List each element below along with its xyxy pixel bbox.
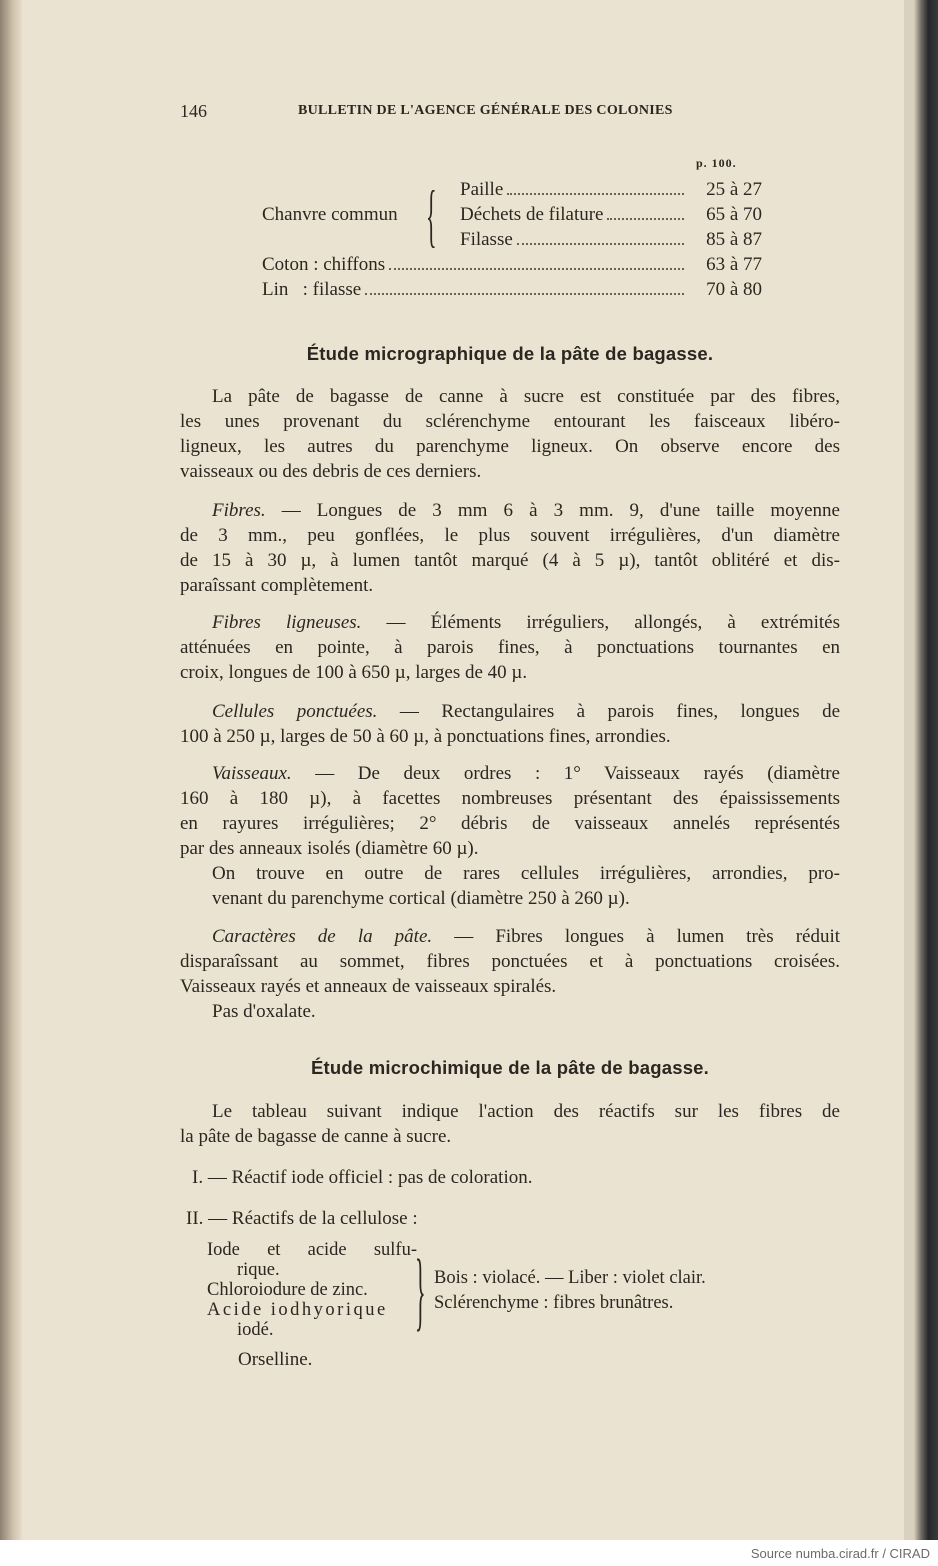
dot-leader [517,243,684,245]
result: Bois : violacé. — Liber : violet clair. [434,1268,706,1288]
table-row [460,202,762,227]
reagent-results [434,1266,706,1316]
table-row [262,252,762,277]
reagent: Iode et acide sulfu- [207,1240,417,1260]
text-line: Vaisseaux rayés et anneaux de vaisseaux spiralés. [180,976,557,997]
row-value: 63 à 77 [706,254,762,275]
paragraph-fibres [180,498,840,598]
dot-leader [607,218,684,220]
text-line: la pâte de bagasse de canne à sucre. [180,1126,452,1147]
paragraph [180,1099,840,1149]
text-line: disparaîssant au sommet, fibres ponctuées et à ponctuations croisées. [180,951,840,972]
section-heading: Étude micrographique de la pâte de bagasse. [306,343,714,364]
dot-leader [365,293,684,295]
text-line: Fibres. — Longues de 3 mm 6 à 3 mm. 9, d'une taille moyenne [212,500,840,521]
dot-leader [507,193,684,195]
dot-leader [389,268,684,270]
paragraph-vaisseaux [180,761,840,911]
reagent: rique. [237,1260,280,1280]
paragraph-cellules-ponctuees [180,699,840,749]
text-line: Vaisseaux. — De deux ordres : 1° Vaisseaux rayés (diamètre [212,763,840,784]
page-number: 146 [180,101,207,121]
paragraph-lead: Fibres ligneuses. [212,612,362,633]
page-left-edge [0,0,22,1540]
text-line: atténuées en pointe, à parois fines, à ponctuations tournantes en [180,637,840,658]
result: Sclérenchyme : fibres brunâtres. [434,1293,674,1313]
reagent-list [207,1240,417,1340]
text-line: croix, longues de 100 à 650 µ, larges de 40 µ. [180,662,528,683]
composition-table [262,174,762,302]
table-row [460,227,762,252]
section-heading: Étude microchimique de la pâte de bagasse. [310,1057,710,1078]
text-line: les unes provenant du sclérenchyme entourant les faisceaux libéro- [180,411,840,432]
row-label: Coton : chiffons [262,254,386,275]
text-line: 100 à 250 µ, larges de 50 à 60 µ, à ponctuations fines, arrondies. [180,726,671,747]
unit-label: p. 100. [696,156,737,170]
text-line: Pas d'oxalate. [212,1001,316,1022]
source-credit: Source numba.cirad.fr / CIRAD [750,1546,930,1561]
book-spine-edge [914,0,938,1540]
paragraph-lead: Vaisseaux. [212,763,292,784]
page-right-margin [904,0,914,1540]
reagent: Acide iodhyorique [207,1300,388,1320]
list-item: Orselline. [238,1349,313,1370]
text-line: Fibres ligneuses. — Éléments irréguliers, allongés, à extrémités [212,612,840,633]
text-line: ligneux, les autres du parenchyme ligneux. On observe encore des [180,436,840,457]
text-line: Le tableau suivant indique l'action des réactifs sur les fibres de [212,1101,840,1122]
text-line: Caractères de la pâte. — Fibres longues à lumen très réduit [212,926,840,947]
text-line: de 3 mm., peu gonflées, le plus souvent irrégulières, d'un diamètre [180,525,840,546]
row-label: Lin : filasse [262,279,362,300]
list-item: I. — Réactif iode officiel : pas de coloration. [192,1167,533,1188]
text-line: en rayures irrégulières; 2° débris de vaisseaux annelés représentés [180,813,840,834]
brace: { [426,174,437,255]
reagent: iodé. [237,1320,274,1340]
paragraph [180,384,840,484]
row-label: Paille [460,179,504,200]
list-item: II. — Réactifs de la cellulose : [186,1208,418,1229]
paragraph-lead: Caractères de la pâte. [212,926,433,947]
text-line: venant du parenchyme cortical (diamètre 250 à 260 µ). [212,888,630,909]
reagent: Chloroiodure de zinc. [207,1280,368,1300]
row-value: 25 à 27 [706,179,762,200]
text-line: La pâte de bagasse de canne à sucre est constituée par des fibres, [212,386,840,407]
text-line: vaisseaux ou des debris de ces derniers. [180,461,482,482]
paragraph-fibres-ligneuses [180,610,840,685]
row-label: Filasse [460,229,513,250]
text-line: 160 à 180 µ), à facettes nombreuses présentant des épaississements [180,788,840,809]
table-row [262,277,762,302]
running-title: BULLETIN DE L'AGENCE GÉNÉRALE DES COLONIES [298,103,673,118]
paragraph-lead: Fibres. [212,500,266,521]
paragraph-caracteres [180,924,840,1024]
brace: } [415,1239,426,1340]
text-line: paraîssant complètement. [180,575,374,596]
paragraph-lead: Cellules ponctuées. [212,701,378,722]
group-label: Chanvre commun [262,204,398,225]
text-line: Cellules ponctuées. — Rectangulaires à parois fines, longues de [212,701,840,722]
table-row [460,177,762,202]
hemp-group [262,174,762,255]
text-line: par des anneaux isolés (diamètre 60 µ). [180,838,479,859]
row-value: 65 à 70 [706,204,762,225]
row-label: Déchets de filature [460,204,604,225]
text-line: de 15 à 30 µ, à lumen tantôt marqué (4 à 5 µ), tantôt oblitéré et dis- [180,550,840,571]
row-value: 70 à 80 [706,279,762,300]
row-value: 85 à 87 [706,229,762,250]
text-line: On trouve en outre de rares cellules irrégulières, arrondies, pro- [212,863,840,884]
